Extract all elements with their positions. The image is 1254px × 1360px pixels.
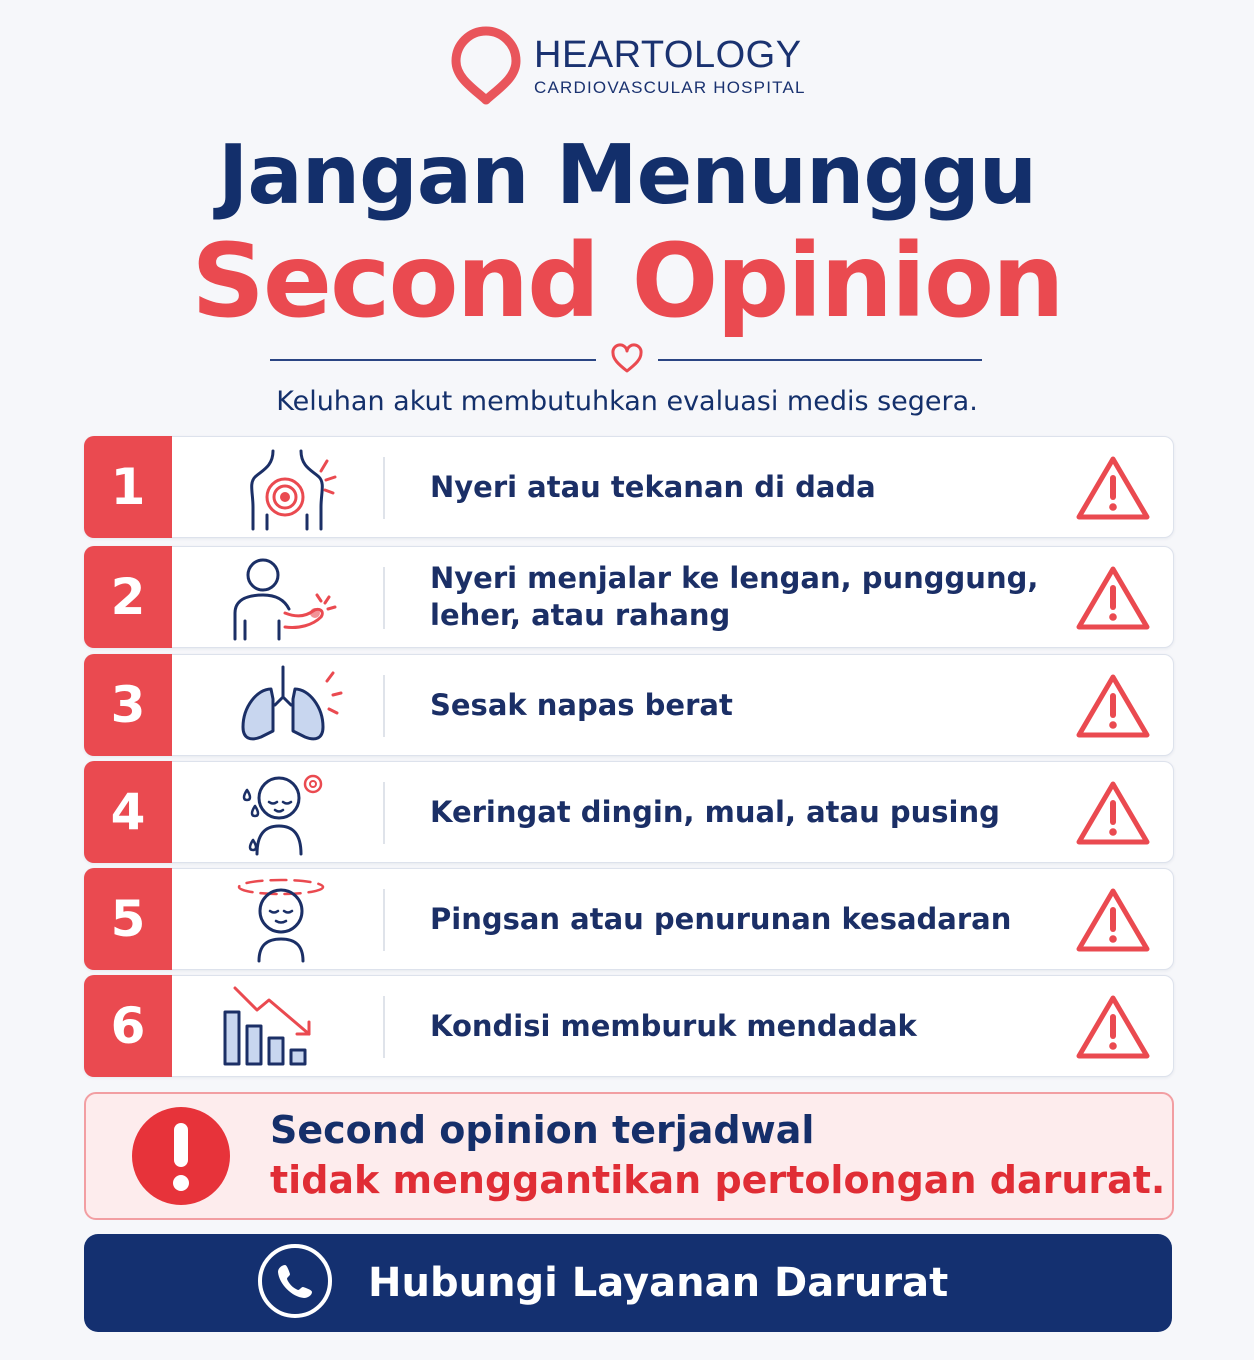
radiating-arm-pain-icon xyxy=(213,555,343,641)
notice-line-2: tidak menggantikan pertolongan darurat. xyxy=(270,1158,1166,1202)
symptom-label: Keringat dingin, mual, atau pusing xyxy=(430,794,1000,829)
item-separator xyxy=(383,457,385,519)
call-emergency-button[interactable] xyxy=(84,1234,1172,1332)
symptom-label: Pingsan atau penurunan kesadaran xyxy=(430,901,1012,936)
symptom-item xyxy=(84,546,1174,648)
symptom-item xyxy=(84,436,1174,538)
warning-icon xyxy=(1075,564,1151,632)
warning-icon xyxy=(1075,672,1151,740)
symptom-item xyxy=(84,654,1174,756)
alert-icon xyxy=(132,1107,230,1205)
subtitle: Keluhan akut membutuhkan evaluasi medis segera. xyxy=(276,386,978,417)
symptom-number: 3 xyxy=(84,654,172,756)
symptom-item xyxy=(84,975,1174,1077)
symptom-label: Nyeri atau tekanan di dada xyxy=(430,469,876,504)
divider-line-left xyxy=(270,359,596,361)
brand-name: HEARTOLOGY xyxy=(534,34,802,76)
symptom-number: 6 xyxy=(84,975,172,1077)
symptom-number: 2 xyxy=(84,546,172,648)
warning-icon xyxy=(1075,993,1151,1061)
symptom-label: Nyeri menjalar ke lengan, punggung, leher, atau rahang xyxy=(430,561,1039,632)
declining-chart-icon xyxy=(213,984,343,1070)
symptom-label: Kondisi memburuk mendadak xyxy=(430,1008,917,1043)
chest-pain-icon xyxy=(213,445,343,531)
item-separator xyxy=(383,567,385,629)
symptom-number: 1 xyxy=(84,436,172,538)
item-separator xyxy=(383,782,385,844)
cold-sweat-icon xyxy=(213,770,343,856)
symptom-item xyxy=(84,868,1174,970)
divider-line-right xyxy=(658,359,982,361)
symptom-number: 4 xyxy=(84,761,172,863)
heart-location-logo-icon xyxy=(448,26,524,106)
warning-icon xyxy=(1075,886,1151,954)
item-separator xyxy=(383,996,385,1058)
heart-icon xyxy=(610,343,644,375)
warning-icon xyxy=(1075,779,1151,847)
cta-label: Hubungi Layanan Darurat xyxy=(368,1260,949,1306)
item-separator xyxy=(383,889,385,951)
item-separator xyxy=(383,675,385,737)
emergency-notice xyxy=(84,1092,1174,1220)
dizzy-face-icon xyxy=(213,877,343,963)
headline-line-1: Jangan Menunggu xyxy=(217,128,1037,223)
warning-icon xyxy=(1075,454,1151,522)
brand-logo xyxy=(448,26,818,106)
symptom-label: Sesak napas berat xyxy=(430,687,733,722)
phone-icon xyxy=(258,1244,332,1318)
notice-line-1: Second opinion terjadwal xyxy=(270,1108,815,1152)
symptom-item xyxy=(84,761,1174,863)
symptom-number: 5 xyxy=(84,868,172,970)
brand-tagline: CARDIOVASCULAR HOSPITAL xyxy=(534,78,806,97)
lungs-icon xyxy=(213,663,343,749)
headline-line-2: Second Opinion xyxy=(191,222,1063,341)
title-divider xyxy=(270,358,982,362)
